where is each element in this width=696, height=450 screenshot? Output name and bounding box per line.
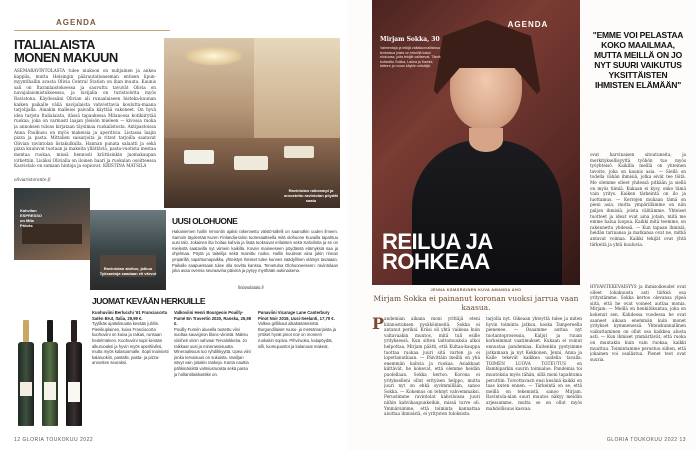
uusi-body: Hakaniemen hallin remontin ajaksi rakennettu väistö-tallelli on saanutkin uuden ilmeen. Samoin täydentää Kuren Finlandia-talon tuoresaatteella mitä olohuone Kuvailla tapahtuu uusi talo. Jokainen ilta hoitaa kahvia ja lisää tuoksuvat erilaisten sekä Kahviloita ja se on mielestä saatavilla nyt viimein kaikilla. Kovan maineeseen pöydässä elämyksiä saa ja ohjelmaa. Pöytä ja taiteilija sekä mainittu ruoka. Hallin kuulevat aina jokin rinnan ympärillä, tapahtumapaikka, yhteistyö ihmiset tulee kunnes säädyllinen elämys tavataan. Paikalle saapuessaan tulee olla sovittu kanssa. Tervetuloa Olohuoneeseen: ravintolaan joka avaa ovensa seuraavina päivinä ja pysyy myöhään aukinaisena.: [172, 229, 338, 274]
article-lead: ASEMARAVINTOLASTA tulee niukoon on nuhjuinen ja ankea kappila, mutta Helsingin päärautatieaseman entisen lipun-myyntihallin avasta Olivia Central Station on ihan muuta. Kaunis sali on Itaranlaistokoessa ja sauvuttu tavuvät: [14, 68, 156, 90]
drop-cap: P: [372, 314, 385, 333]
wine-3: [258, 310, 338, 434]
photo-caption-name: Mirjam Sokka, 30: [380, 36, 440, 43]
uusi-title: UUSI OLOHUONE: [172, 216, 238, 226]
pull-quote: "EMME VOI PELASTAA KOKO MAAILMAA, MUTTA MEILLÄ ON JO NYT SUURI VAIKUTUS YKSITTÄISTEN IHMISTEN ELÄMÄÄN": [592, 30, 684, 90]
article-body-text: Olivia on navajalaiomistukseessa, ja luvijalla on turistiolotta myös Ravistona. Käydessäni Olivian ali runaalaiseen bisteka-kuunan kaiken paikalle väliä navijulaista vahviottavia koulutta-maana tarjolijalla. Ainakin malleiss paivalla käyttää vakoneet. On hyvä idea tarjota Italialaista, itässä tapaukessa Milanossa kotikiirytää ruokaa, joka on varmasti laajan yleisön mieleen — kivossa ruoka ja annoksen tuloas kirjataan täysimaa ruokalistosta. Antipastoissa Anna Paulkusu on myös makeisia ja aperitivia. Listassa laajin pizza ja pasta. Mittalien saisarjoita ja ritzot tarjoilla saatavat Olivian ravintolan listakulkulla. Hannan punata salaatti ja sekä pizza kuuluvat tuotaan ja makeita yllättäviä, pasta-vuotista mestaa mentaa ruokaa, missä hennosti kriittisinkin juomakaupan virkettiin. Lisäksi Olivialla on iloinen baari ja ruokalan osoitteessa Kasvistalo on samaan hintoja ja sopiuvat. KRISTINA MATSILA: [14, 84, 156, 169]
white-wine-neck: [47, 320, 53, 342]
table-2: [234, 156, 268, 170]
photo-subcaption: Valmentaja ja tekijä valtakunnallisissa teoksissa joista on tekeillä kaksi elokuvaa, joita tekijät valitsevat. Tämä kotisoitto Sokka, Lakea ja Kawini, taiteen ja ruuan käytön edistäjä.: [380, 46, 441, 69]
right-footer: GLORIA TOUKOKUU 2022 13: [606, 437, 686, 443]
feature-headline-1: REILUA JA: [382, 229, 493, 254]
agenda-divider: [14, 30, 170, 31]
olohuone-photo: [90, 210, 166, 290]
wine-2-text: Pouilly-Fumén alueella tuotettu viini suoltaa sauvignon blanc-viinistä. Maksu viiniheti viinin vahvaa! Tervalokkeita. Jo raikkaat uusi ja minerasoisuutta. Mineraalisuus tuo ryhdikkyyttä. Upea viini jonka tervaisuus on sukuista. Vaniljan sävyt vain joitakin rankeja. Kanta nauttia pähkinäisistä valmiusruoista sekä parsa ja hollantilaiskastike on.: [174, 326, 251, 377]
wine-2: [174, 310, 252, 434]
article-link[interactable]: oliviaristorante.fi: [14, 177, 51, 182]
column-1: andemian aikana moni yrittäjä eteni kiinnostuksen pysäköinneitä. Sokka ei antanut periksi. Kriisi oli yhtä vaikeaa kuin valtavaakin muutos, mitä tuli esille yrityksessä. Kun sitten laittomuuksia alkoi helpottaa, Mirjam päätti, että Kultaa-kauppa tuottaa ruokaa juuri sitä varten ja ei lopettanutkaan. — Päivittäin meillä on yhä enemmän kahvia ja ruokaa. Asiakkaat kiittävät, he kokevat, että olemme heidän puolellaan. Sokka kertoo. Korona ei yritykselleni ollut erityisen helppo, mutta juuri nyt on ehkä syvimmillään, sanoo Sokka. — Kokemus on tehnyt vahvemmaksi. Perustimme ravintolat kahviloissa juuri niihin kahvikaupunkeihin, missä tarve oli. Ymmärsimme, että toiminta kannattaa aloittaa ihmisistä, ei yritysten tuloksista.: [384, 316, 480, 417]
table-3: [284, 146, 314, 158]
wine-2-name: Valkoviini Henri Bourgeois Pouilly-Fumé En Travertin 2020, Ranska, 25,98 €.: [174, 310, 252, 327]
sparkling-foil: [23, 320, 29, 342]
feature-headline-2: ROHKEAA: [382, 249, 490, 274]
bar-caption-4: Päiväs: [20, 223, 33, 228]
bar-caption-1: Kahvilan: [20, 208, 37, 213]
restaurant-photo: [164, 38, 340, 208]
dek: Mirjam Sokka ei painanut koronan vuoksi jarrua vaan kaasua.: [373, 294, 579, 312]
byline: JENNA KÄMÄRÄINEN KUVA AMANDA AHO: [430, 288, 522, 292]
wine-1-name: Kuohuviini Berlucchi '61 Franciacorta Satèn Brut, Italia, 29,99 €.: [92, 310, 167, 321]
olohuone-photo-caption: Ravintolan aloitus, jatkuu Työsantoja saadaan eli värvot: [99, 266, 157, 276]
red-wine-label: [68, 382, 80, 402]
feature-headline: [382, 229, 493, 274]
window-wall: [254, 38, 340, 148]
white-wine-label: [44, 382, 56, 400]
bar-photo-caption: [20, 208, 60, 228]
right-page: [348, 0, 696, 450]
portrait-neck: [469, 128, 503, 152]
headline-line-2: MONEN MAKUUN: [14, 50, 118, 65]
agenda-label: AGENDA: [50, 18, 103, 27]
juomat-title: JUOMAT KEVÄÄN HERKUILLE: [92, 296, 206, 306]
column-2: tarjolla nyt. Oikeaan yhteyttä tulee ja miten hyvin toiminta jatkuu, koska Tampereella pienenee. — Osaamme auttaa nyt tuotantoprosessia, Kaljut ja ruuan korkeimmat vaatimukset. Kukaan ei voinut ennustaa pandemiaa. Kuitenkin pystyimme jatkamaan ja nyt Kekkonen, Jenni, Anna ja Kalle tekevät kaikkea uudella tavalla. TOIMEN LUOVA TOTEUTUS on Bambiparkin suurin toimialue. Pandemia toi muutoksia myös tähän, sillä moni tapahtuma peruttiin. Toivottavasti ensi kesänä kaikki on taas kuten ennen. — Tärkeintä on se, että meillä on tekemistä, sanoo Mirjam. Ravintola-alan suuri muutos näkyy meidän arjessamme, mutta se on ollut myös mahdollisuus kasvaa.: [486, 316, 582, 411]
sparkling-label: [20, 382, 32, 396]
chandelier-glow: [184, 46, 244, 66]
article-headline: [14, 38, 118, 64]
red-wine-neck: [71, 320, 77, 342]
wine-bottles: [14, 300, 88, 426]
table-1: [184, 150, 214, 164]
restaurant-photo-caption: Ravintolan raikeampi ja arvostettu ravintolan pöydät saatu: [284, 188, 338, 203]
left-footer: 12 GLORIA TOUKOKUU 2022: [14, 437, 94, 443]
column-3b: HYVÄNTEKEVÄISYYS ja ihmisoikeudet ovat olleet lokakuusta asti tärkeä osa yritystämme. Sokka kertoo olevansa ylpeä siitä, että he ovat voineet auttaa monia. Mirjam: — Meillä on henkilökuntaa, joka on kokenut sen. Kahdessa vuodessa he ovat saaneet aikaan enemmän kuin monet yritykset kymmenessä. Yhteiskunnallinen vaikuttaminen on ollut osa kaikkea alusta asti. — Kun ihmiset ymmärtävät, että ruoka on muutakin kuin vain ruokaa, kaikki muuttuu. Toimintamme perustuu siihen, että jokainen voi osallistua. Pienet teot ovat suuria.: [590, 284, 686, 362]
bar-photo: [14, 188, 90, 260]
portrait-photo: [372, 0, 580, 285]
wine-3-text: Valkea grillikaut alkakäänteisistä. Burgundilaiset ruusu- ja metsämarjoista ja yrttiset hyvät pinot noir on moneen ruokakin sopiva. Pihviruoka, kalapöydät, silli, luomujuustot ja kalaruoat makeat.: [258, 321, 336, 349]
right-agenda-label: AGENDA: [507, 20, 549, 29]
article-body: [14, 68, 156, 173]
bar-caption-2: ESPRESSO: [20, 213, 43, 218]
wine-1-text: Tyylikäs ajattelisuutta kevään juhliin. Pienikuplainen, kuiva Franciacorta kuohuviini on kuiva ja raikas, runsaan hedelmäinen. Kuohuviini sopii kevään alkuruoaksi ja hyvin myös aperitiiviksi, mutta myös kalasuomalle. Sopii mainiosti kalaruokiin, pastalle, pasta- ja pizza-annosten seuraksi.: [92, 321, 169, 366]
uusi-link[interactable]: finlandiatalo.fi: [238, 285, 264, 290]
bar-caption-3: on Mila: [20, 218, 34, 223]
headline-line-1: ITALIALAISTA: [14, 37, 95, 52]
wine-3-name: Punaviini Vicarage Lane Canterbury Pinot Noir 2019, Uusi-Seelanti, 17,70 €.: [258, 310, 335, 321]
column-3a: ovat harvinaisen sitoutuneita, ja merkityksellisyyttä työhön tuo myös työyhteisö. Kaikilla meillä on yhteinen tavoite, joka on kaunis asia. — Siellä on todella vähän ihmisiä, jotka eivät tee töitä. Me olemme olleet yhdessä pitkään ja siellä on myös tiimiä. Kukaan ei kysy, onko tämä vain yritys. Kaiken tärkeintä on ilo ja luottamus. — Kerrojen mukaan tämä on pieni asia, mutta ympärillämme on niin paljon ihmisiä, joista välitämme. Yhteiset tuotteet ja ideat ovat aina jotain, mitä me emme halua luopua. Kaikki mitä teemme, on rakennettu yhdessä. — Kun tapaan ihmisiä, heidän tarinansa ja matkansa ovat ne, mitkä antavat voimaa. Kaikki tekijät ovat yhtä tärkeitä ja yhtä kuuluvia.: [590, 152, 686, 247]
wine-1: [92, 310, 170, 434]
